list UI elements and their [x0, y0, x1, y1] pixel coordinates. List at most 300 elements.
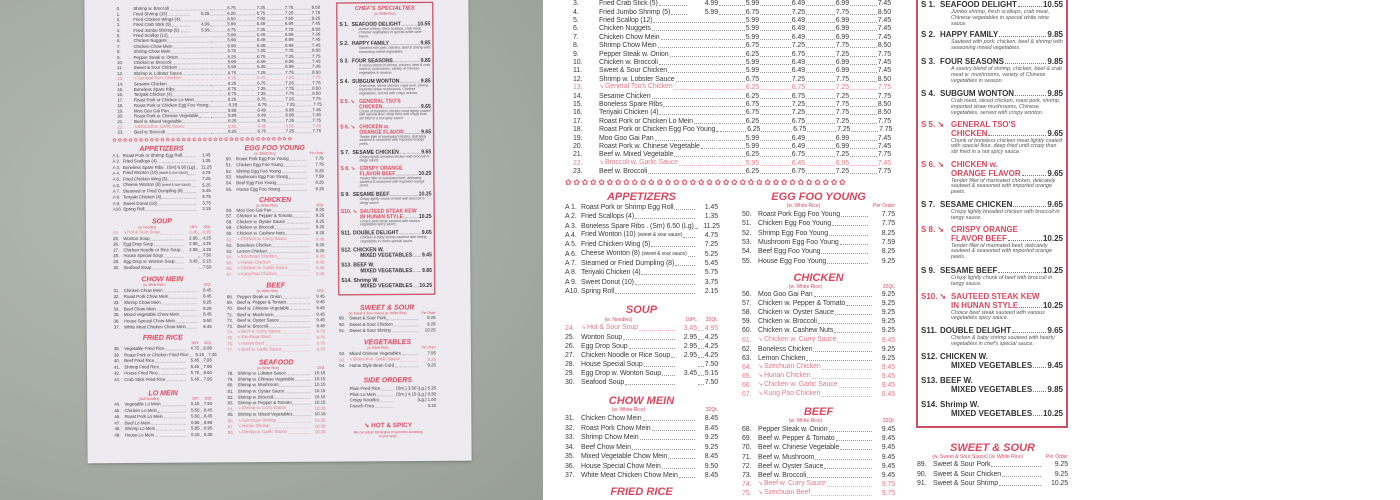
menu-item — [226, 186, 324, 192]
item-price: 5.85 — [191, 420, 200, 425]
item-number: 66. — [742, 382, 752, 389]
dot-leader — [760, 5, 791, 6]
dot-leader — [806, 114, 835, 115]
item-number: 52. — [225, 169, 232, 174]
item-name-text: Chicken w. Broccoli — [599, 59, 658, 66]
item-name-text: Fried Jumbo Shrimp (5) — [133, 28, 180, 33]
item-name-text: Sweet & Sour Chicken — [933, 470, 1002, 478]
item-price: 9.25 — [315, 186, 324, 192]
dot-leader — [822, 369, 872, 370]
menu-item — [227, 347, 325, 353]
item-name-text: Fried Scallops (4) — [122, 159, 157, 165]
specialty-name — [940, 57, 1063, 66]
dot-leader — [286, 223, 310, 224]
dot-leader — [807, 131, 836, 132]
item-price: 5.99 — [745, 59, 759, 66]
dot-leader — [719, 30, 745, 31]
specialty-name — [360, 213, 432, 219]
dot-leader — [698, 339, 704, 340]
item-number: 38. — [113, 346, 120, 352]
dot-leader — [200, 430, 203, 431]
item-price: 6.49 — [256, 59, 266, 65]
item-name-text: Chicken w. Curry Sauce — [240, 236, 287, 242]
item-number: 4. — [116, 28, 121, 34]
item-number: A10. — [112, 207, 122, 212]
menu-item — [565, 324, 718, 333]
item-name — [581, 471, 678, 480]
dot-leader — [651, 246, 695, 247]
specialty-code: S 5. ➘ — [339, 98, 355, 105]
specialty-name-text: FLAVOR BEEF — [951, 233, 1007, 243]
item-price: 6.45 — [257, 124, 266, 129]
item-price: 6.49 — [791, 25, 805, 33]
item-name-text: House Lo Mein — [124, 432, 155, 438]
item-name — [349, 363, 394, 369]
specialty-code: S 1. — [921, 0, 936, 9]
item-price: 6.75 — [227, 70, 237, 76]
item-number: 35. — [113, 313, 120, 318]
price-cell — [869, 219, 895, 228]
dot-leader — [719, 156, 745, 157]
item-name-text: Shrimp w. Lobster Sauce — [133, 71, 183, 76]
item-name — [125, 408, 157, 414]
item-price: 7.25 — [835, 117, 849, 125]
specialty-name-text: FLAVOR BEEF — [359, 170, 396, 177]
dot-leader — [806, 89, 835, 90]
item-name-text: Shrimp Chow Mein — [123, 300, 161, 306]
item-price: 10.15 — [314, 394, 326, 400]
dot-leader — [698, 375, 704, 376]
price-cell — [419, 363, 436, 369]
item-number: 62. — [742, 345, 752, 353]
menu-item — [340, 403, 437, 409]
dot-leader — [850, 72, 877, 73]
item-price: 9.25 — [315, 242, 325, 248]
item-name-text: Sweet & Sour Chicken — [599, 67, 668, 75]
item-name — [581, 378, 624, 387]
specialty-description: A savory blend of shrimp, chicken, beef & crab meat w. mushrooms, variety of Chinese vegetables in season. — [358, 63, 430, 75]
item-name-note: (sweet & sour sauce) — [641, 250, 687, 257]
price-cell — [873, 308, 895, 317]
section-subtitle: (w. Noodles) — [138, 225, 157, 230]
item-price: 7.75 — [835, 42, 849, 50]
hot-pepper-icon: ➘ — [236, 266, 240, 271]
price-cell — [849, 167, 891, 176]
price-cell — [1042, 479, 1068, 488]
item-number: 82. — [227, 395, 234, 400]
item-price: 3.45 — [683, 370, 697, 377]
price-cell — [873, 363, 895, 372]
item-price: 9.75 — [316, 341, 326, 346]
item-name-text: Steamed or Fried Dumpling (8) — [122, 189, 183, 194]
item-name — [581, 268, 640, 277]
item-price: 7.25 — [257, 92, 266, 97]
price-cell — [696, 259, 718, 268]
item-number: 54. — [225, 181, 233, 186]
price-cell — [696, 240, 718, 249]
specialty-price: 10.25 — [418, 191, 432, 198]
item-name — [350, 403, 374, 409]
hot-pepper-icon: ➘ — [758, 382, 763, 388]
item-name-text: Vegetable Lo Mein — [124, 402, 161, 408]
specialty-price: 9.65 — [421, 148, 432, 155]
item-name-text: Sweet & Sour Pork — [933, 461, 991, 468]
item-number: 86. — [227, 418, 234, 424]
item-name-text: Boneless Spare Ribs . (Sm) 6.50 (Lg) — [581, 222, 694, 230]
item-number: 19. — [573, 134, 583, 142]
item-name-note: (sweet & sour sauce) — [161, 183, 191, 188]
item-price: 5.99 — [227, 43, 236, 49]
item-name — [581, 462, 661, 471]
dot-leader — [821, 253, 868, 254]
dot-leader — [295, 380, 311, 381]
price-cell — [696, 287, 718, 296]
item-number: 42. — [114, 371, 121, 376]
item-name-text: House Special Chow Mein — [123, 318, 175, 324]
item-name-text: Beef Egg Foo Young — [236, 180, 277, 186]
dot-leader — [719, 81, 745, 82]
price-cell — [266, 129, 294, 135]
hot-pepper-icon: ➘ — [237, 418, 242, 423]
menu-item — [565, 268, 718, 277]
price-cell — [210, 129, 236, 135]
item-name — [758, 219, 831, 228]
item-name-text: Szechuan Beef — [763, 489, 811, 497]
item-price: 8.45 — [203, 312, 212, 317]
specialty-description: Chicken & baby shrimp sauteed with hearty vegetables in chef's special sauce. — [951, 335, 1055, 347]
price-cell — [311, 347, 325, 353]
item-number: 8. — [116, 50, 121, 55]
item-price: 7.25 — [835, 151, 849, 159]
item-number: A 7. — [565, 259, 577, 267]
dot-leader — [288, 178, 306, 179]
section-title-egg-foo-young: EGG FOO YOUNG — [771, 191, 866, 203]
dot-leader — [150, 240, 183, 241]
dot-leader — [180, 316, 197, 317]
item-name — [758, 247, 820, 256]
dot-leader — [292, 404, 310, 405]
item-price: 6.25 — [745, 92, 759, 100]
specialty-name-text: SUBGUM WONTON — [940, 89, 1015, 98]
dot-leader — [850, 64, 877, 65]
hot-pepper-icon: ➘ — [123, 231, 127, 235]
item-price: 6.49 — [791, 59, 805, 66]
dot-leader — [818, 323, 872, 324]
item-price: 9.25 — [881, 345, 895, 353]
price-cell — [873, 453, 895, 462]
item-number: 67. — [226, 272, 233, 278]
specialty-description: Chunk of boneless chicken meat lightly coated with special flour, deep fried until crispy than stir fried in a hot spicy sauce. — [951, 137, 1062, 156]
item-number: 14. — [573, 92, 583, 100]
item-name-text: Chicken w. Oyster Sauce — [236, 219, 286, 225]
item-price: 9.25 — [315, 248, 325, 254]
item-price: 9.75 — [881, 490, 895, 498]
price-cell — [696, 462, 718, 471]
item-name-text: Chicken w. Oyster Sauce — [758, 309, 834, 317]
column-labels — [419, 346, 436, 350]
item-price: 5.99 — [227, 65, 237, 70]
item-price: 7.75 — [877, 151, 891, 159]
item-price: 7.75 — [315, 162, 324, 168]
item-number: 25. — [565, 334, 575, 341]
dot-leader — [813, 351, 872, 352]
item-name — [581, 323, 638, 333]
dot-leader — [289, 160, 306, 161]
item-price: 8.45 — [203, 324, 212, 330]
price-cell — [187, 426, 200, 432]
dot-leader — [720, 131, 746, 132]
column-labels — [696, 407, 718, 413]
item-price: 7.75 — [284, 27, 294, 32]
item-price: 7.45 — [877, 143, 891, 150]
specialty-description: Chicken & baby shrimp sauteed with hearty vegetables in chef's special sauce. — [360, 235, 427, 244]
item-name — [124, 306, 156, 312]
item-number: 68. — [742, 426, 752, 433]
dot-leader — [812, 378, 873, 379]
dot-leader — [663, 106, 717, 107]
item-number: 89. — [338, 316, 345, 322]
item-price: 9.75 — [881, 481, 895, 489]
item-name-text: White Meat Chicken Chow Mein — [581, 472, 678, 479]
item-price: 9.25 — [881, 354, 895, 362]
specialty-price: 9.85 — [1047, 57, 1063, 66]
item-price: 4.75 — [190, 346, 199, 351]
price-cell — [198, 324, 212, 330]
dot-leader — [1018, 6, 1042, 7]
item-name-text: Sweet & Sour Shrimp — [933, 480, 999, 487]
specialty-price: 9.65 — [1047, 168, 1063, 178]
item-number: 29. — [565, 370, 575, 377]
dot-leader — [183, 192, 196, 193]
item-name — [758, 229, 828, 238]
specialties-subtitle: (w. White Rice) — [374, 12, 396, 17]
dot-leader — [375, 407, 394, 408]
dot-leader — [760, 114, 791, 115]
item-price: 6.99 — [835, 67, 849, 75]
menu-item — [565, 471, 718, 480]
item-name — [758, 299, 845, 308]
item-number: 56. — [742, 291, 752, 298]
item-number: 48. — [114, 426, 121, 432]
item-price: 6.75 — [256, 54, 266, 60]
price-cell — [698, 222, 720, 231]
item-price: 9.75 — [316, 335, 325, 341]
dot-leader — [806, 39, 835, 40]
item-price: 7.45 — [877, 134, 891, 142]
item-number: 75. — [742, 490, 752, 498]
dot-leader — [719, 173, 745, 174]
item-name-text: Beef Chow Mein — [581, 443, 631, 451]
item-number: 15. — [573, 101, 583, 108]
menu-item — [742, 219, 895, 228]
item-name-text: Plain Fried Rice — [349, 386, 381, 392]
price-cell — [873, 317, 895, 326]
menu-item — [114, 324, 212, 330]
item-name-text: Beef w. Broccoli — [599, 168, 648, 176]
column-labels — [197, 283, 211, 287]
specialty-description: Crispy lightly breaded chicken with broccoli in tangy sauce. — [359, 154, 429, 163]
item-name-text: Beef w. Mixed Vegetable — [599, 151, 674, 159]
item-price: 4.25 — [202, 241, 212, 247]
item-number: 60. — [226, 231, 233, 237]
item-number: 24. — [565, 325, 575, 332]
specialty-code: S 7. — [921, 200, 936, 209]
item-number: 29. — [113, 259, 120, 265]
item-price: 8.25 — [881, 229, 895, 237]
item-price: 8.50 — [877, 109, 891, 117]
specialty-description: Crispy lightly breaded chicken with broccoli in tangy sauce. — [951, 209, 1060, 221]
dot-leader — [640, 439, 695, 440]
item-number: 7. — [116, 44, 121, 50]
item-name — [758, 257, 826, 266]
dot-leader — [659, 64, 717, 65]
dot-leader — [760, 64, 791, 65]
specialty-name-text: CHICKEN — [359, 103, 383, 110]
menu-photo-closeup — [543, 0, 1400, 500]
item-name-text: Boneless Spare Ribs . (Sm) 6.50 (Lg) — [122, 165, 195, 171]
specialty-description: Tender fillet of marinated beef, delicately sauteed & seasoned with imported orange peels. — [951, 242, 1052, 261]
item-price: 7.75 — [835, 109, 849, 117]
item-price: 7.45 — [877, 59, 891, 66]
item-price: 10.15 — [314, 376, 326, 382]
item-name-text: Roast Pork or Chicken Egg Foo Young — [599, 126, 716, 134]
item-number: 36. — [565, 462, 575, 470]
item-price: 5.99 — [201, 27, 210, 33]
dot-leader — [632, 449, 695, 450]
item-name-text: Sweet & Sour Pork — [349, 316, 386, 322]
item-price: 7.75 — [312, 118, 321, 124]
dot-leader — [159, 374, 186, 375]
item-number: 72. — [226, 318, 233, 324]
item-price: 7.75 — [877, 168, 891, 176]
item-price: 6.75 — [791, 84, 805, 92]
specialty-name-text: SAUTEED STEAK KEW — [951, 292, 1040, 301]
menu-item — [742, 247, 895, 256]
item-price: 6.49 — [256, 22, 266, 27]
item-price: 8.25 — [881, 248, 895, 256]
item-price: 6.75 — [791, 168, 805, 176]
dot-leader — [191, 186, 196, 187]
dot-leader — [674, 209, 695, 210]
item-price: 7.75 — [312, 80, 321, 86]
dot-leader — [290, 309, 310, 310]
dot-leader — [287, 410, 311, 411]
dot-leader — [393, 325, 418, 326]
item-number: 6. — [116, 39, 121, 44]
specialty-name-text: Shrimp W. — [940, 400, 980, 409]
item-price: 6.99 — [285, 65, 294, 70]
item-number: A 2. — [565, 213, 577, 221]
menu-item — [742, 443, 895, 452]
item-price: 6.75 — [793, 126, 807, 134]
menu-item — [565, 203, 718, 212]
item-price: 5.99 — [227, 33, 236, 38]
dot-leader — [187, 328, 197, 329]
item-name-text: Chicken w. Broccoli — [758, 318, 817, 326]
dot-leader — [200, 423, 203, 424]
item-number: 90. — [917, 470, 927, 478]
item-name-text: Roast Pork or Shrimp Egg Roll — [581, 204, 674, 211]
item-price: 6.75 — [257, 118, 266, 124]
column-labels — [676, 317, 718, 323]
item-price: 5.15 — [195, 352, 204, 357]
dot-leader — [154, 245, 184, 246]
item-name-note: (sweet & sour sauce) — [158, 171, 188, 176]
item-number: 13. — [117, 76, 124, 82]
item-price: 4.95 — [202, 230, 211, 236]
price-cell — [759, 167, 805, 176]
menu-item — [113, 206, 211, 212]
specialty-name-text: Shrimp W. — [353, 277, 379, 284]
dot-leader — [293, 217, 310, 218]
specialty-price: 10.25 — [1042, 408, 1063, 418]
column-label: 16Pt. — [189, 225, 198, 230]
item-number: 1. — [116, 12, 121, 17]
dot-leader — [719, 64, 745, 65]
dot-leader — [161, 405, 186, 406]
item-price: 8.45 — [202, 294, 212, 299]
menu-item — [742, 238, 895, 247]
price-cell — [696, 424, 718, 433]
dot-leader — [824, 468, 872, 469]
item-price: 8.25 — [315, 168, 324, 174]
item-price: 4.95 — [704, 325, 718, 332]
item-price: 5.99 — [745, 17, 759, 24]
specialty-name-text: BEEF W. — [353, 261, 375, 268]
item-name — [758, 434, 835, 443]
dot-leader — [198, 245, 202, 246]
item-number: 21. — [573, 151, 583, 159]
star-divider: ✿✿✿✿✿✿✿✿✿✿✿✿✿✿✿✿✿✿✿✿✿✿✿✿✿✿✿✿✿✿✿✿✿✿ — [565, 178, 848, 187]
item-name-text: Shrimp Chow Mein — [133, 49, 171, 55]
item-number: 47. — [114, 420, 121, 426]
specialty-name-text: MIXED VEGETABLES — [360, 251, 413, 258]
price-cell — [676, 324, 697, 333]
item-price: 6.75 — [791, 151, 805, 159]
dot-leader — [274, 315, 310, 316]
price-cell — [197, 206, 211, 212]
item-price: 10.35 — [314, 418, 326, 423]
item-price: 7.75 — [835, 75, 849, 83]
dot-leader — [200, 405, 203, 406]
item-price: 9.25 — [881, 257, 895, 265]
menu-item — [565, 424, 718, 433]
item-price: 5.99 — [227, 22, 236, 27]
item-price: 7.75 — [835, 101, 849, 108]
item-price: 9.45 — [881, 363, 895, 371]
item-price: 9.45 — [316, 266, 325, 271]
dot-leader — [850, 5, 877, 6]
item-name — [758, 308, 834, 317]
section-title-fried-rice: FRIED RICE — [142, 333, 183, 342]
item-price: 10.15 — [314, 412, 326, 417]
price-cell — [696, 433, 718, 442]
item-price: 7.75 — [879, 126, 893, 134]
item-name-text: Shrimp w. Garlic Sauce — [241, 429, 287, 435]
dot-leader — [287, 374, 311, 375]
item-price: 9.45 — [881, 426, 895, 433]
item-name-text: Chicken w. Broccoli — [236, 225, 275, 231]
item-price: 9.45 — [881, 435, 895, 443]
item-price: 8.45 — [704, 453, 718, 460]
item-price: 6.49 — [256, 43, 266, 49]
price-cell — [200, 426, 213, 432]
item-name-text: Shrimp Egg Foo Young — [236, 168, 281, 174]
item-name-text: Fried Chicken Wing (5) — [122, 177, 168, 183]
item-name-text: Seafood Soup — [581, 379, 625, 386]
specialty-code: S10. ➘ — [921, 292, 947, 301]
specialty-price: 9.65 — [421, 229, 432, 236]
